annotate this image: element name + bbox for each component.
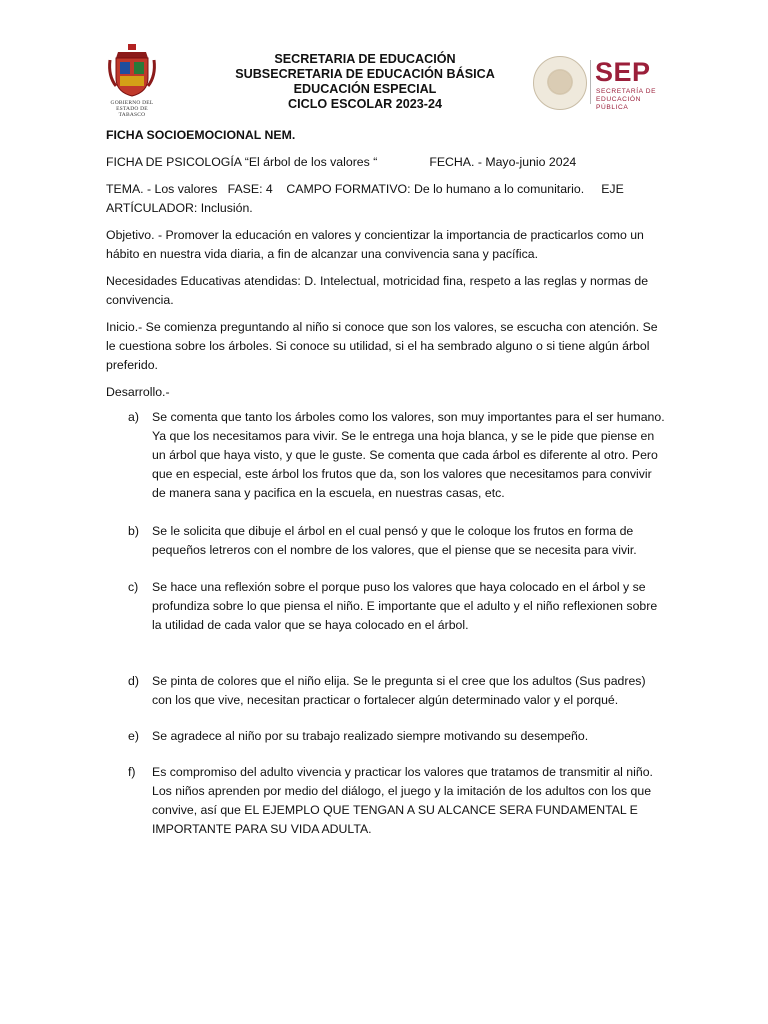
ficha-line bbox=[106, 153, 666, 172]
left-logo-caption: GOBIERNO DEL ESTADO DE TABASCO bbox=[110, 100, 154, 118]
list-item-text: Se comenta que tanto los árboles como los valores, son muy importantes para el ser humano. Ya que los necesitamos para vivir. Se le entrega una hoja blanca, y se le pide que piense en un árbol que haya visto, y que le guste. Se comenta que cada árbol es diferente al otro. Pero que en especial, este árbol los frutos que da, son los valores que necesitamos para convivir de manera sana y pacifica en la escuela, en nuestras casas, etc. bbox=[152, 410, 665, 500]
desarrollo-heading: Desarrollo.- bbox=[106, 385, 170, 399]
list-marker: c) bbox=[128, 580, 139, 594]
list-item bbox=[106, 727, 666, 746]
list-marker: d) bbox=[128, 674, 139, 688]
ficha-name: FICHA DE PSICOLOGÍA “El árbol de los valores “ bbox=[106, 155, 378, 169]
list-item bbox=[106, 672, 666, 710]
inicio-paragraph: Inicio.- Se comienza preguntando al niño si conoce que son los valores, se escucha con atención. Se le cuestiona sobre los árboles. Si conoce su utilidad, si el ha sembrado alguno o si tiene algún árbol preferido. bbox=[106, 320, 658, 372]
sep-logo-subtitle: SECRETARÍA DE EDUCACIÓN PÚBLICA bbox=[596, 88, 657, 111]
necesidades-paragraph: Necesidades Educativas atendidas: D. Intelectual, motricidad fina, respeto a las reglas y normas de convivencia. bbox=[106, 274, 649, 307]
document-body bbox=[106, 126, 666, 839]
document-header bbox=[200, 52, 530, 112]
list-item-text: Se agradece al niño por su trabajo realizado siempre motivando su desempeño. bbox=[152, 729, 589, 743]
activity-list bbox=[106, 408, 666, 839]
list-item-text: Se hace una reflexión sobre el porque puso los valores que haya colocado en el árbol y se profundiza sobre lo que piensa el niño. E importante que el adulto y el niño reflexionen sobre la utilidad de cada valor que se haya colocado en el árbol. bbox=[152, 580, 658, 632]
mexico-seal-icon bbox=[533, 56, 587, 110]
list-marker: e) bbox=[128, 729, 139, 743]
list-marker: a) bbox=[128, 410, 139, 424]
sep-logo bbox=[533, 56, 663, 111]
logo-divider bbox=[590, 60, 591, 104]
objetivo-paragraph: Objetivo. - Promover la educación en valores y concientizar la importancia de practicarlos como un hábito en nuestra vida diaria, a fin de alcanzar una convivencia sana y pacífica. bbox=[106, 228, 644, 261]
header-line-3: EDUCACIÓN ESPECIAL bbox=[293, 82, 437, 96]
coat-of-arms-icon bbox=[104, 42, 160, 98]
fecha: FECHA. - Mayo-junio 2024 bbox=[429, 155, 577, 169]
list-item-text: Se le solicita que dibuje el árbol en el cual pensó y que le coloque los frutos en forma de pequeños letreros con el nombre de los valores, que el piense que se necesita para vivir. bbox=[152, 524, 637, 557]
list-marker: b) bbox=[128, 524, 139, 538]
list-item bbox=[106, 578, 666, 635]
list-marker: f) bbox=[128, 765, 136, 779]
list-item bbox=[106, 763, 666, 839]
header-line-1: SECRETARIA DE EDUCACIÓN bbox=[274, 52, 456, 66]
list-item bbox=[106, 522, 666, 560]
header-line-2: SUBSECRETARIA DE EDUCACIÓN BÁSICA bbox=[235, 67, 495, 81]
sep-logo-text: SEP bbox=[595, 57, 651, 87]
tema-line: TEMA. - Los valores FASE: 4 CAMPO FORMATIVO: De lo humano a lo comunitario. EJE ARTÍCULADOR: Inclusión. bbox=[106, 182, 624, 215]
document-title: FICHA SOCIOEMOCIONAL NEM. bbox=[106, 128, 296, 142]
list-item-text: Es compromiso del adulto vivencia y practicar los valores que tratamos de transmitir al niño. Los niños aprenden por medio del diálogo, el juego y la imitación de los adultos con los que convive, así que EL EJEMPLO QUE TENGAN A SU ALCANCE SERA FUNDAMENTAL E IMPORTANTE PARA SU VIDA ADULTA. bbox=[152, 765, 653, 836]
header-line-4: CICLO ESCOLAR 2023-24 bbox=[288, 97, 442, 111]
tabasco-coat-of-arms-logo bbox=[104, 42, 160, 118]
list-item-text: Se pinta de colores que el niño elija. Se le pregunta si el cree que los adultos (Sus padres) con los que vive, necesitan practicar o fortalecer algún determinado valor y el porqué. bbox=[152, 674, 646, 707]
list-item bbox=[106, 408, 666, 503]
